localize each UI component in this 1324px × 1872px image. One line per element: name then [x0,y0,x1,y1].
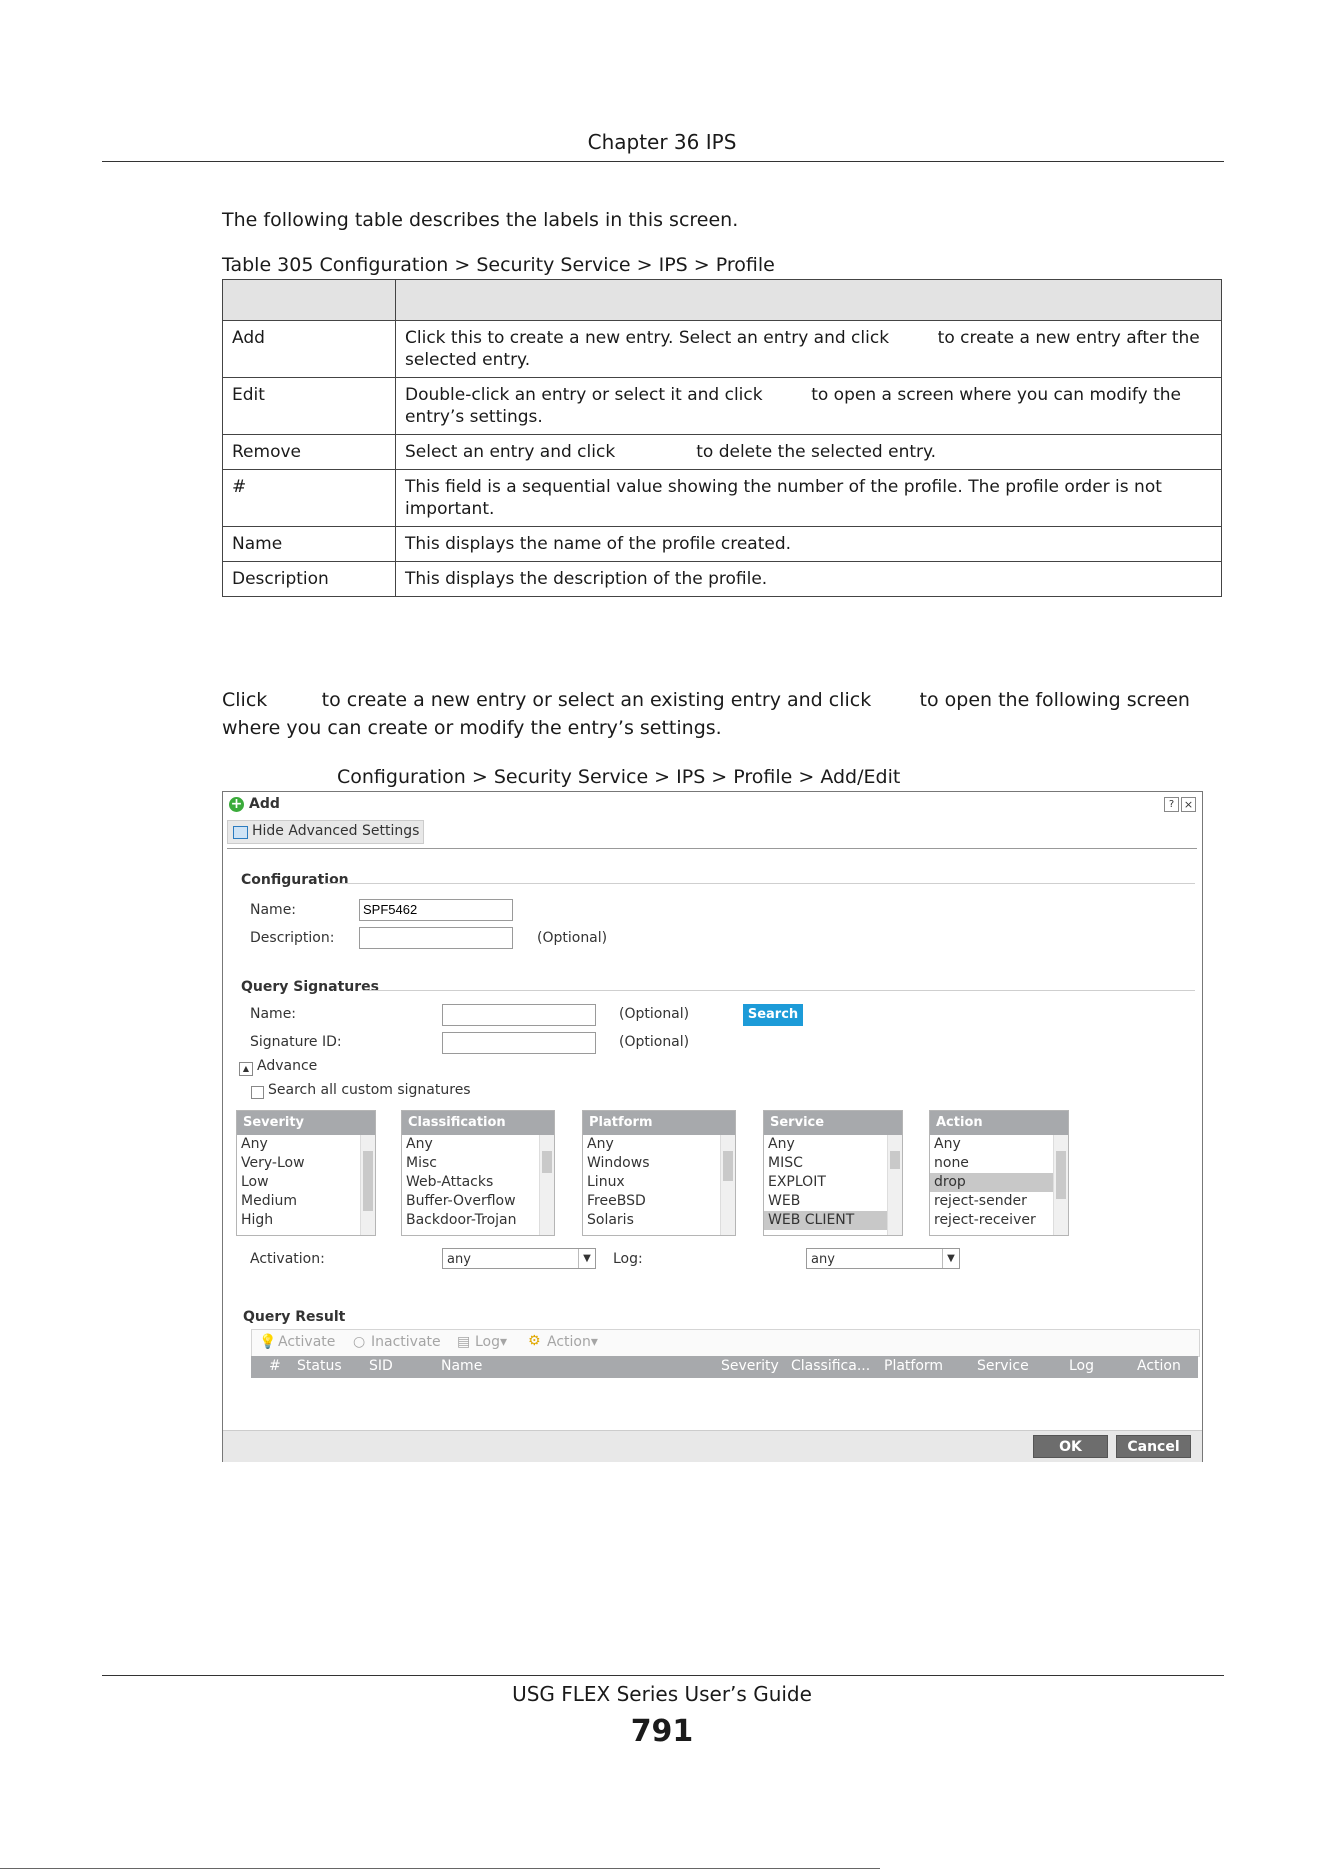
log-icon: ▤ [457,1334,471,1350]
row-label: # [223,470,396,527]
column-header-classification[interactable]: Classifica... [791,1358,871,1374]
settings-window-icon [233,826,248,839]
scrollbar-thumb[interactable] [542,1151,552,1173]
list-item[interactable]: reject-receiver [934,1212,1036,1228]
activation-label: Activation: [250,1251,325,1267]
advance-label: Advance [257,1058,318,1074]
log-select-value: any [811,1252,835,1267]
query-result-heading: Query Result [243,1309,346,1325]
configuration-heading: Configuration [241,872,349,888]
list-item[interactable]: Any [768,1136,795,1152]
list-item[interactable]: Medium [241,1193,297,1209]
list-item[interactable]: Misc [406,1155,437,1171]
help-icon[interactable]: ? [1164,797,1179,812]
table-row [223,378,1222,435]
log-menu-button[interactable]: Log▾ [475,1334,508,1350]
intro-text: The following table describes the labels in this screen. [222,209,739,231]
list-item[interactable]: Web-Attacks [406,1174,494,1190]
platform-listbox[interactable] [582,1110,736,1236]
chevron-down-icon: ▼ [578,1249,595,1268]
row-description: This displays the description of the profile. [396,562,1222,597]
list-item[interactable]: MISC [768,1155,803,1171]
label-description-table [222,279,1222,597]
cancel-button[interactable]: Cancel [1116,1435,1191,1458]
row-label: Name [223,527,396,562]
listbox-header: Platform [583,1111,735,1135]
list-item[interactable]: WEB [768,1193,801,1209]
listbox-scrollbar[interactable] [1053,1135,1068,1235]
close-icon[interactable]: × [1181,797,1196,812]
profile-add-dialog [222,791,1203,1462]
query-signatures-heading: Query Signatures [241,979,379,995]
query-name-label: Name: [250,1006,297,1022]
search-custom-label: Search all custom signatures [268,1082,471,1098]
log-select[interactable] [806,1248,960,1269]
list-item[interactable]: Any [406,1136,433,1152]
listbox-scrollbar[interactable] [539,1135,554,1235]
listbox-scrollbar[interactable] [720,1135,735,1235]
list-item[interactable]: Any [587,1136,614,1152]
row-description: Double-click an entry or select it and click to open a screen where you can modify the entry’s settings. [396,378,1222,435]
query-name-input[interactable] [442,1004,596,1026]
config-description-label: Description: [250,930,335,946]
gear-icon: ⚙ [528,1333,541,1349]
column-header-status[interactable]: Status [297,1358,342,1374]
list-item[interactable]: reject-sender [934,1193,1027,1209]
row-label: Add [223,321,396,378]
config-name-label: Name: [250,902,297,918]
listbox-header: Severity [237,1111,375,1135]
ok-button[interactable]: OK [1033,1435,1108,1458]
hide-advanced-label: Hide Advanced Settings [252,823,420,839]
action-menu-button[interactable]: Action▾ [547,1334,598,1350]
row-description: Click this to create a new entry. Select an entry and click to create a new entry after the selected entry. [396,321,1222,378]
list-item[interactable]: Very-Low [241,1155,305,1171]
list-item[interactable]: none [934,1155,969,1171]
list-item[interactable]: Any [934,1136,961,1152]
table-caption: Table 305 Configuration > Security Service > IPS > Profile [222,254,775,276]
listbox-scrollbar[interactable] [360,1135,375,1235]
column-header-number[interactable]: # [269,1358,281,1374]
add-icon: + [230,796,243,812]
guide-title: USG FLEX Series User’s Guide [512,1682,812,1706]
listbox-header: Service [764,1111,902,1135]
list-item[interactable]: Backdoor-Trojan [406,1212,517,1228]
list-item-selected[interactable]: WEB CLIENT [764,1211,902,1230]
activation-select[interactable] [442,1248,596,1269]
list-item[interactable]: Buffer-Overflow [406,1193,516,1209]
listbox-header: Action [930,1111,1068,1135]
list-item[interactable]: Low [241,1174,269,1190]
table-row [223,470,1222,527]
signature-id-input[interactable] [442,1032,596,1054]
dialog-title: Add [249,796,280,812]
scrollbar-thumb[interactable] [890,1151,900,1169]
table-row [223,562,1222,597]
row-label: Description [223,562,396,597]
search-button[interactable]: Search [743,1004,803,1026]
list-item[interactable]: FreeBSD [587,1193,646,1209]
table-row [223,527,1222,562]
column-header-platform[interactable]: Platform [884,1358,944,1374]
row-description: This field is a sequential value showing the number of the profile. The profile order is not important. [396,470,1222,527]
log-label: Log: [613,1251,643,1267]
lightbulb-on-icon: 💡 [259,1334,277,1350]
scrollbar-thumb[interactable] [723,1151,733,1181]
column-header-severity[interactable]: Severity [721,1358,779,1374]
list-item[interactable]: Linux [587,1174,625,1190]
figure-caption: Configuration > Security Service > IPS > Profile > Add/Edit [337,766,901,788]
column-header-name[interactable]: Name [441,1358,483,1374]
instruction-paragraph: Click to create a new entry or select an existing entry and click to open the following screen where you can create or modify the entry’s settings. [222,689,1190,739]
scrollbar-thumb[interactable] [363,1151,373,1211]
table-header-row [223,280,1222,321]
list-item[interactable]: Windows [587,1155,650,1171]
table-header-description [396,280,1222,321]
query-signatures-rule [363,990,1195,991]
table-header-label [223,280,396,321]
table-row [223,321,1222,378]
toolbar-rule [227,848,1197,849]
list-item[interactable]: Solaris [587,1212,634,1228]
hide-advanced-button[interactable] [227,820,424,844]
config-description-optional: (Optional) [537,930,608,946]
classification-listbox[interactable] [401,1110,555,1236]
row-label: Edit [223,378,396,435]
config-name-input[interactable] [359,899,513,921]
list-item-selected[interactable]: drop [930,1173,1068,1192]
list-item[interactable]: EXPLOIT [768,1174,826,1190]
row-label: Remove [223,435,396,470]
listbox-scrollbar[interactable] [887,1135,902,1235]
signature-id-optional: (Optional) [619,1034,690,1050]
row-description: This displays the name of the profile created. [396,527,1222,562]
scrollbar-thumb[interactable] [1056,1151,1066,1199]
table-row [223,435,1222,470]
row-description: Select an entry and click to delete the selected entry. [396,435,1222,470]
action-listbox[interactable] [929,1110,1069,1236]
page-number: 791 [630,1714,694,1749]
chapter-header: Chapter 36 IPS [587,130,737,154]
configuration-rule [323,883,1195,884]
collapse-triangle-icon[interactable]: ▲ [239,1062,253,1076]
severity-listbox[interactable] [236,1110,376,1236]
column-header-service[interactable]: Service [977,1358,1029,1374]
listbox-header: Classification [402,1111,554,1135]
column-header-sid[interactable]: SID [369,1358,393,1374]
chevron-down-icon: ▼ [942,1249,959,1268]
search-custom-checkbox[interactable] [251,1086,264,1099]
column-header-log[interactable]: Log [1069,1358,1095,1374]
activation-select-value: any [447,1252,471,1267]
config-description-input[interactable] [359,927,513,949]
activate-button[interactable]: Activate [278,1334,336,1350]
lightbulb-off-icon: ○ [353,1334,366,1350]
query-name-optional: (Optional) [619,1006,690,1022]
service-listbox[interactable] [763,1110,903,1236]
list-item[interactable]: High [241,1212,274,1228]
column-header-action[interactable]: Action [1137,1358,1181,1374]
bottom-edge-rule [0,1868,880,1869]
header-rule [102,161,1224,162]
list-item[interactable]: Any [241,1136,268,1152]
signature-id-label: Signature ID: [250,1034,342,1050]
footer-rule [102,1675,1224,1676]
inactivate-button[interactable]: Inactivate [371,1334,441,1350]
